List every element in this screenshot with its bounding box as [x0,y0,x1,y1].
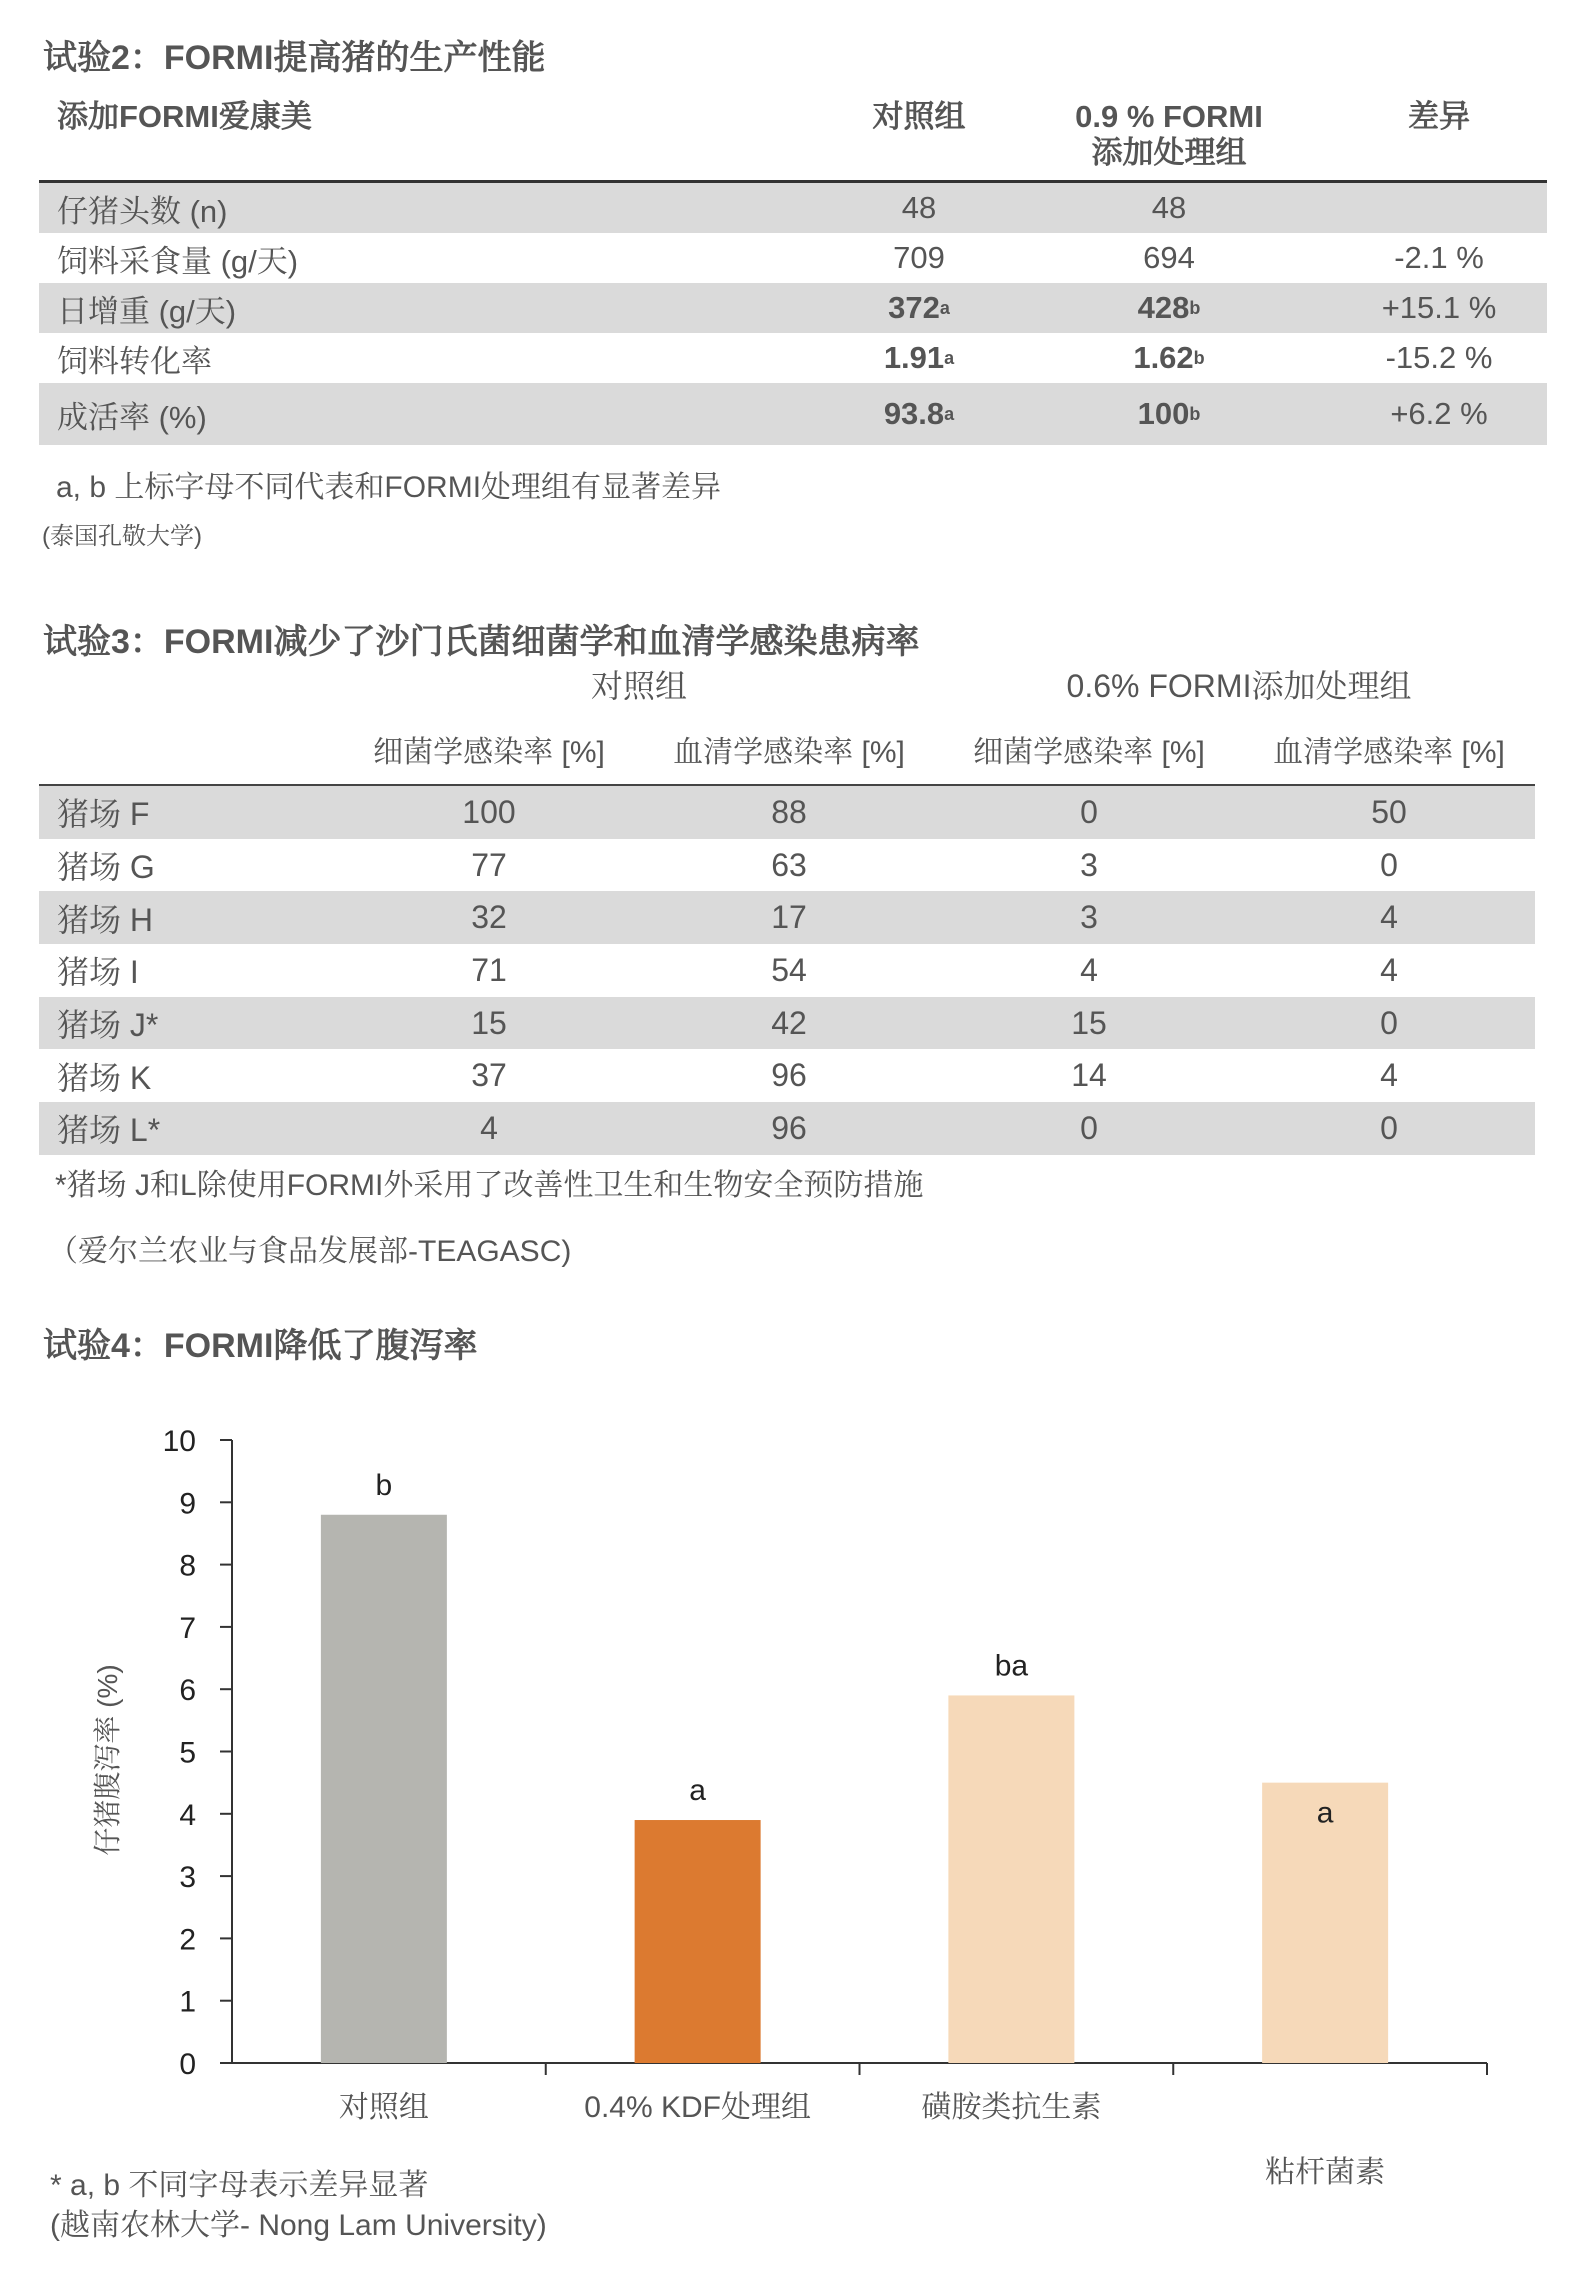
diff-value [1339,183,1539,233]
table-row [39,1102,1535,1155]
cell-value: 3 [1080,846,1098,883]
y-tick-label: 6 [179,1674,196,1708]
row-label: 仔猪头数 (n) [57,193,228,229]
cell-value: 77 [471,846,507,883]
header-diff: 差异 [1408,99,1470,134]
cell-value: 42 [771,1004,807,1041]
subheader-cell: 细菌学感染率 [%] [973,736,1205,769]
significance-letter: b [1193,347,1205,368]
cell-value: 4 [1080,951,1098,988]
cell-value: 96 [771,1057,807,1094]
trial3-table [39,654,1535,1155]
subheader-cell: 血清学感染率 [%] [673,736,905,769]
bar-significance-label: a [1316,1796,1334,1830]
bar-significance-label: a [689,1774,706,1808]
table-row [39,333,1547,383]
table-row [39,283,1547,333]
cell-value: 4 [480,1109,498,1146]
diff-value: +6.2 % [1390,396,1488,431]
cell-value: 0 [1080,1109,1098,1146]
cell-value: 14 [1071,1057,1107,1094]
treatment-value: 428 b [1137,290,1201,325]
farm-label: 猪场 I [57,954,139,991]
table-row [39,183,1547,233]
cell-value: 15 [1071,1004,1107,1041]
trial3-table-body [39,786,1535,1155]
trial2-title: 试验2：FORMI提高猪的生产性能 [43,39,546,77]
trial3-sub-header [39,714,1535,786]
table-row [39,839,1535,892]
cell-value: 54 [771,951,807,988]
diff-value: +15.1 % [1381,290,1497,325]
table-row [39,997,1535,1050]
y-tick-label: 9 [179,1487,196,1521]
subheader-cell: 血清学感染率 [%] [1273,736,1505,769]
cell-value: 0 [1380,1004,1398,1041]
cell-value: 100 [462,793,516,830]
significance-letter: b [1189,403,1201,424]
trial4-footnote: * a, b 不同字母表示差异显著 [50,2169,429,2202]
trial2-source: (泰国孔敬大学) [42,523,202,550]
y-tick-label: 2 [179,1923,196,1957]
table-row [39,891,1535,944]
farm-label: 猪场 F [57,796,150,833]
significance-letter: b [1189,297,1201,318]
header-item: 添加FORMI爱康美 [57,99,312,134]
y-tick-label: 3 [179,1861,196,1895]
header-treatment-line2: 添加处理组 [1091,135,1247,170]
treatment-value: 694 [1143,240,1195,275]
cell-value: 17 [771,899,807,936]
trial2-table [39,92,1547,445]
table-row [39,383,1547,445]
row-label: 成活率 (%) [57,399,207,435]
cell-value: 63 [771,846,807,883]
bar [635,1820,761,2063]
cell-value: 96 [771,1109,807,1146]
bar [321,1515,447,2063]
trial2-table-header [39,92,1547,183]
group-control: 对照组 [590,668,687,704]
y-tick-label: 10 [162,1425,196,1458]
treatment-value: 48 [1151,190,1187,225]
bar-significance-label: b [375,1468,393,1502]
cell-value: 0 [1080,793,1098,830]
significance-letter: a [939,297,950,318]
row-label: 日增重 (g/天) [57,293,237,329]
cell-value: 88 [771,793,807,830]
treatment-value: 1.62 b [1133,340,1205,375]
trial3-footnote: *猪场 J和L除使用FORMI外采用了改善性卫生和生物安全预防措施 [55,1169,924,1202]
y-tick-label: 1 [179,1985,196,2019]
cell-value: 71 [471,951,507,988]
diff-value: -15.2 % [1385,340,1493,375]
control-value: 372 a [888,290,950,325]
cell-value: 37 [471,1057,507,1094]
control-value: 93.8 a [883,396,955,431]
farm-label: 猪场 H [57,901,154,938]
y-tick-label: 0 [179,2048,196,2081]
trial2-footnote: a, b 上标字母不同代表和FORMI处理组有显著差异 [56,471,722,504]
cell-value: 3 [1080,899,1098,936]
category-label: 磺胺类抗生素 [921,2091,1102,2124]
category-label: 粘杆菌素 [1265,2156,1386,2189]
header-control: 对照组 [872,99,966,134]
subheader-cell: 细菌学感染率 [%] [373,736,605,769]
table-row [39,1049,1535,1102]
category-label: 0.4% KDF处理组 [584,2091,811,2124]
farm-label: 猪场 J* [57,1007,159,1044]
trial3-source: （爱尔兰农业与食品发展部-TEAGASC) [48,1235,572,1268]
cell-value: 4 [1380,899,1398,936]
significance-letter: a [944,347,955,368]
y-tick-label: 7 [179,1611,196,1645]
row-label: 饲料采食量 (g/天) [57,243,299,279]
control-value: 48 [901,190,937,225]
category-label: 对照组 [338,2091,429,2124]
y-tick-label: 8 [179,1549,196,1583]
y-tick-label: 5 [179,1736,196,1770]
trial3-group-header [39,654,1535,714]
cell-value: 4 [1380,951,1398,988]
significance-letter: a [944,403,955,424]
header-treatment-line1: 0.9 % FORMI [1075,99,1263,134]
control-value: 1.91 a [883,340,955,375]
cell-value: 0 [1380,846,1398,883]
diff-value: -2.1 % [1394,240,1484,275]
cell-value: 4 [1380,1057,1398,1094]
control-value: 709 [893,240,945,275]
bar-significance-label: ba [994,1649,1029,1683]
trial4-source: (越南农林大学- Nong Lam University) [50,2209,547,2242]
y-tick-label: 4 [179,1798,196,1832]
farm-label: 猪场 L* [57,1112,161,1149]
cell-value: 15 [471,1004,507,1041]
bar [948,1695,1074,2063]
y-axis-title: 仔猪腹泻率 (%) [92,1664,123,1856]
cell-value: 0 [1380,1109,1398,1146]
table-row [39,786,1535,839]
treatment-value: 100 b [1137,396,1201,431]
group-treatment: 0.6% FORMI添加处理组 [1066,668,1412,704]
cell-value: 50 [1371,793,1407,830]
cell-value: 32 [471,899,507,936]
table-row [39,233,1547,283]
farm-label: 猪场 K [57,1059,152,1096]
table-row [39,944,1535,997]
trial3-title: 试验3：FORMI减少了沙门氏菌细菌学和血清学感染患病率 [43,623,920,661]
row-label: 饲料转化率 [57,343,212,379]
trial4-title: 试验4：FORMI降低了腹泻率 [43,1327,478,1365]
farm-label: 猪场 G [57,849,155,886]
